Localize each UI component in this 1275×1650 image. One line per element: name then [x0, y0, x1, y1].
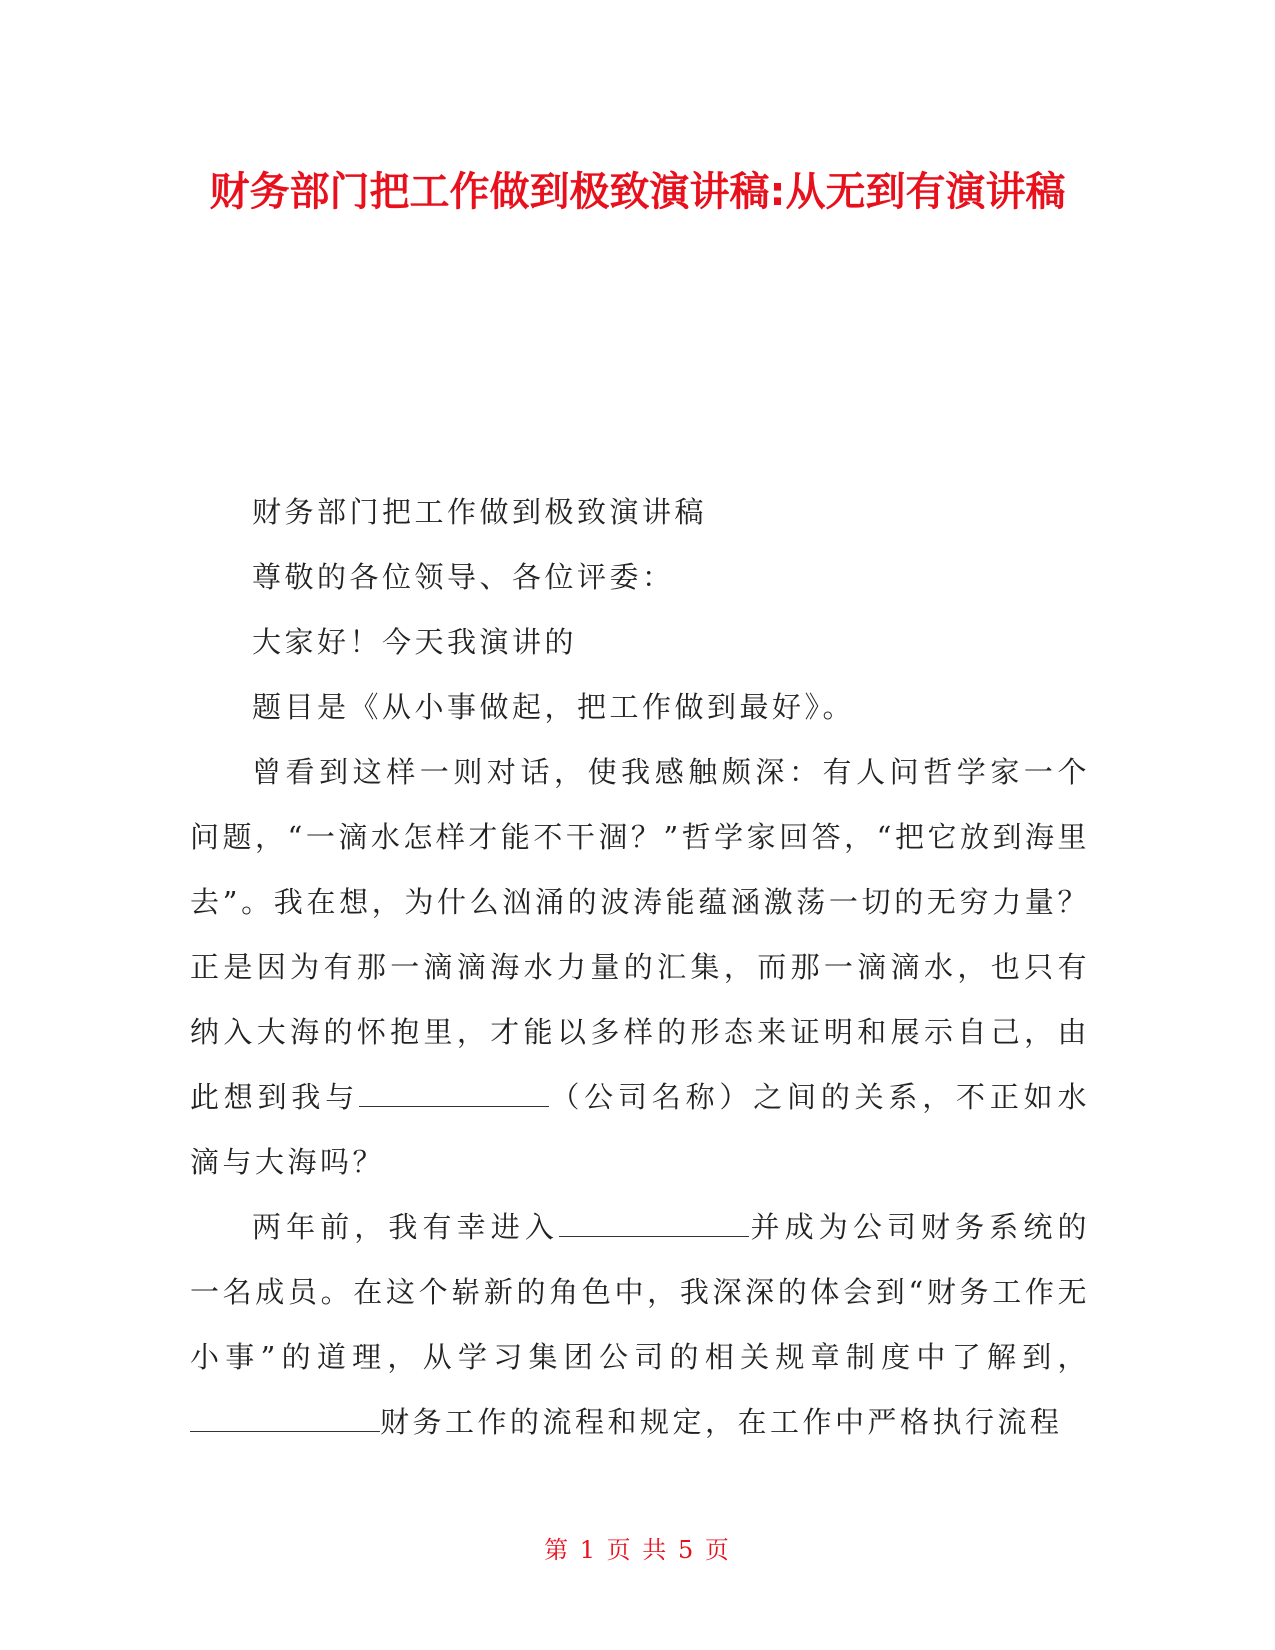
footer-prefix: 第 [544, 1536, 571, 1564]
paragraph-dialogue-text-end: （公司名称）之间的关系，不正如水滴与大海吗？ [190, 1080, 1090, 1179]
document-title: 财务部门把工作做到极致演讲稿:从无到有演讲稿 [209, 169, 1066, 215]
paragraph-salutation: 尊敬的各位领导、各位评委： [252, 560, 675, 594]
paragraph-dialogue [190, 740, 1090, 1195]
footer-page-number: 1 [579, 1536, 598, 1564]
footer-suffix: 页 [704, 1536, 731, 1564]
paragraph-experience [190, 1195, 1090, 1455]
footer-mid: 页 共 [606, 1536, 669, 1564]
fill-in-blank [190, 1409, 380, 1432]
paragraph-experience-text-end: 财务工作的流程和规定，在工作中严格执行流程 [380, 1405, 1063, 1439]
footer-total-pages: 5 [677, 1536, 696, 1564]
paragraph-experience-text-mid: 并成为公司财务系统的一名成员。在这个崭新的角色中，我深深的体会到“财务工作无小事”的道理，从学习集团公司的相关规章制度中了解到， [190, 1210, 1090, 1374]
paragraph-greeting: 大家好！今天我演讲的 [252, 625, 578, 659]
paragraph-dialogue-text: 曾看到这样一则对话，使我感触颇深：有人问哲学家一个问题，“一滴水怎样才能不干涸？”哲学家回答，“把它放到海里去”。我在想，为什么汹涌的波涛能蕴涵激荡一切的无穷力量？正是因为有那一滴滴海水力量的汇集，而那一滴滴水，也只有纳入大海的怀抱里，才能以多样的形态来证明和展示自己，由此想到我与 [190, 755, 1090, 1114]
page-footer [0, 1530, 1275, 1565]
paragraph-heading: 财务部门把工作做到极致演讲稿 [252, 495, 708, 529]
company-blank [559, 1214, 749, 1237]
paragraph-topic: 题目是《从小事做起，把工作做到最好》。 [252, 690, 856, 724]
document-body [190, 480, 1090, 1455]
company-name-blank [359, 1084, 549, 1107]
paragraph-experience-text: 两年前，我有幸进入 [252, 1210, 559, 1244]
